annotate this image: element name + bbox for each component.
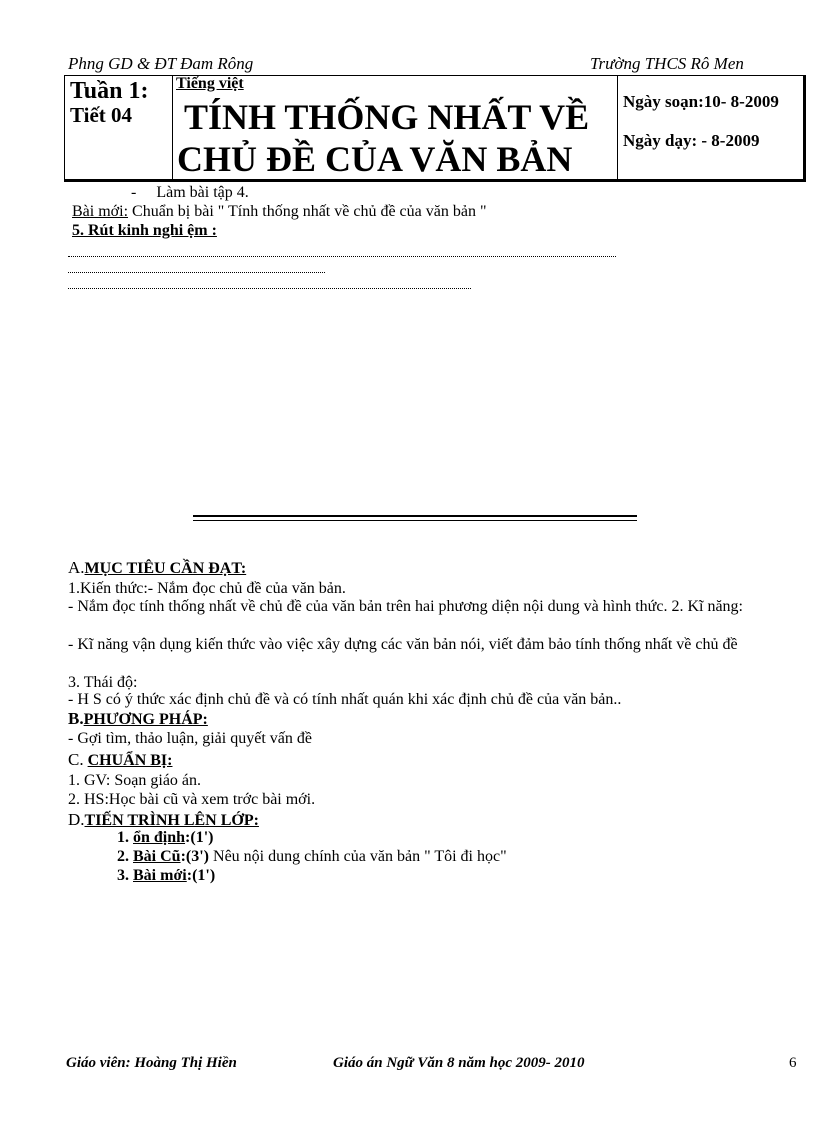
homework-text: Làm bài tập 4.	[156, 184, 249, 201]
new-lesson-text: Chuẩn bị bài " Tính thống nhất về chủ đề của văn bản "	[128, 203, 487, 220]
procedure-item-1	[117, 829, 213, 847]
item-label: Bài mới	[133, 867, 187, 884]
section-title: TIẾN TRÌNH LÊN LỚP:	[84, 812, 259, 829]
knowledge-line: 1.Kiến thức:- Nắm đọc chủ đề của văn bản.	[68, 580, 346, 597]
skill-detail: - Kĩ năng vận dụng kiến thức vào việc xây dựng các văn bản nói, viết đảm bảo tính thống nhất về chủ đề	[68, 636, 738, 653]
item-number: 1.	[117, 829, 133, 846]
knowledge-detail: - Nắm đọc tính thống nhất về chủ đề của văn bản trên hai phương diện nội dung và hình thức. 2. Kĩ năng:	[68, 598, 743, 615]
experience-title: 5. Rút kinh nghi ệm :	[72, 222, 217, 239]
section-letter: A.	[68, 558, 85, 577]
prep-date: Ngày soạn:10- 8-2009	[623, 92, 779, 111]
lesson-label: Tiết 04	[70, 103, 133, 127]
section-b-heading	[68, 709, 208, 729]
section-title: PHƯƠNG PHÁP:	[83, 711, 208, 728]
footer-course: Giáo án Ngữ Văn 8 năm học 2009- 2010	[333, 1055, 585, 1071]
new-lesson-label: Bài mới:	[72, 203, 129, 220]
new-lesson-line	[72, 203, 486, 221]
header-divider-right	[617, 75, 618, 182]
prep-teacher: 1. GV: Soạn giáo án.	[68, 772, 202, 789]
item-number: 3.	[117, 867, 133, 884]
attitude-detail: - H S có ý thức xác định chủ đề và có tính nhất quán khi xác định chủ đề của văn bản..	[68, 691, 622, 708]
section-c-heading	[68, 750, 172, 770]
attitude-label: 3. Thái độ:	[68, 674, 138, 691]
page-title-line1: TÍNH THỐNG NHẤT VỀ	[184, 97, 590, 137]
department-name: Phng GD & ĐT Đam Rông	[68, 54, 254, 73]
section-a-heading	[68, 558, 246, 578]
procedure-item-2	[117, 848, 507, 866]
week-label: Tuần 1:	[70, 78, 149, 104]
procedure-item-3	[117, 867, 215, 885]
item-label: Bài Cũ	[133, 848, 181, 865]
section-d-heading	[68, 810, 259, 830]
subject-label: Tiếng việt	[176, 75, 244, 92]
homework-item	[131, 184, 249, 202]
method-line: - Gợi tìm, thảo luận, giải quyết vấn đề	[68, 730, 312, 747]
section-letter: B.	[68, 709, 84, 728]
item-text: Nêu nội dung chính của văn bản " Tôi đi học"	[209, 848, 507, 865]
section-letter: C.	[68, 750, 84, 769]
section-title: MỤC TIÊU CẦN ĐẠT:	[84, 560, 247, 577]
section-separator	[193, 515, 637, 517]
dotted-line	[68, 272, 325, 273]
dotted-line	[68, 256, 616, 257]
homework-dash: -	[131, 184, 137, 201]
item-time: :(3')	[180, 848, 210, 865]
school-name: Trường THCS Rô Men	[590, 54, 744, 73]
page-title-line2: CHỦ ĐỀ CỦA VĂN BẢN	[177, 139, 573, 179]
header-divider-left	[172, 75, 173, 182]
dotted-line	[68, 288, 471, 289]
prep-student: 2. HS:Học bài cũ và xem trớc bài mới.	[68, 791, 316, 808]
item-number: 2.	[117, 848, 133, 865]
section-letter: D.	[68, 810, 85, 829]
footer-teacher: Giáo viên: Hoàng Thị Hiền	[66, 1055, 237, 1071]
item-time: :(1')	[185, 829, 214, 846]
teach-date: Ngày dạy: - 8-2009	[623, 131, 760, 150]
section-title: CHUẨN BỊ:	[87, 752, 173, 769]
item-label: ổn định	[133, 829, 186, 846]
section-separator	[193, 520, 637, 521]
page-number: 6	[789, 1055, 797, 1071]
item-time: :(1')	[186, 867, 216, 884]
